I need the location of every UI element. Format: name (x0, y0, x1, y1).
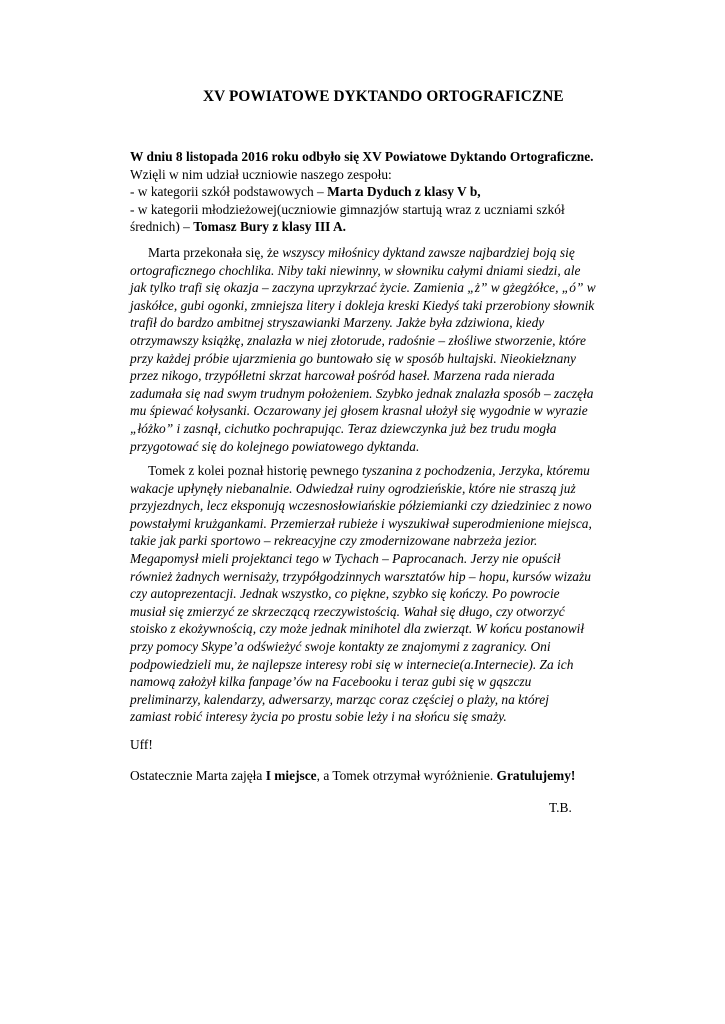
paragraph-line: przez nikogo, trzypółletni skrzat harcował pośród haseł. Marzena rada nierada (130, 368, 555, 384)
paragraph-line: otrzymawszy książkę, znalazła w niej złotorude, radośnie – złośliwe stworzenie, które (130, 332, 586, 348)
paragraph-text: Marta przekonała się, że (148, 245, 283, 260)
participant-marta: Marta Dyduch z klasy V b, (327, 184, 481, 200)
paragraph-line: namową założył kilka fanpage’ów na Facebooku i teraz gubi się w gąszczu (130, 674, 532, 690)
intro-line: - w kategorii młodzieżowej(uczniowie gimnazjów startują wraz z uczniami szkół (130, 201, 565, 217)
participant-tomasz: Tomasz Bury z klasy III A. (193, 219, 347, 235)
intro-line: Wzięli w nim udział uczniowie naszego zespołu: (130, 166, 392, 182)
paragraph-line: jaskółce, gubi ogonki, zmniejsza litery i dokleja kreski Kiedyś taki przerobiony słownik (130, 297, 595, 313)
paragraph-line: jak tylko trafi się okazja – zaczyna uprzykrzać życie. Zamienia „ż” w gżegżółce, „ó” w (130, 280, 596, 296)
paragraph-line: trafił do bardzo ambitnej stryszawianki Marzeny. Jakże była zdziwiona, kiedy (130, 315, 545, 331)
uff-line (130, 736, 616, 754)
tomek-paragraph (130, 462, 616, 726)
paragraph-line: Megapomysł mieli projektanci tego w Tychach – Paprocanach. Jerzy nie opuścił (130, 550, 561, 566)
paragraph-italic-text: tyszanina z pochodzenia, Jerzyka, któremu (362, 463, 590, 478)
document-title: XV POWIATOWE DYKTANDO ORTOGRAFICZNE (203, 88, 564, 105)
paragraph-line: zadumała się nad swym trudnym położeniem. Szybko jednak znalazła sposób – zaczęła (130, 385, 594, 401)
paragraph-line: również żadnych wernisaży, trzypółgodzinnych warsztatów hip – hopu, kursów wizażu (130, 568, 591, 584)
closing-text-line (130, 767, 616, 785)
paragraph-line: takie jak parki sportowo – rekreacyjne czy zmodernizowane nabrzeża jezior. (130, 533, 538, 549)
paragraph-line (130, 462, 616, 480)
first-place-text: I miejsce (265, 768, 317, 783)
paragraph-line: powstałymi krużgankami. Przemierzał rubieże i wyszukiwał superodmienione miejsca, (130, 515, 592, 531)
paragraph-line (130, 244, 616, 262)
closing-line (130, 767, 616, 785)
closing-text: Ostatecznie Marta zajęła (130, 768, 266, 783)
paragraph-line: wakacje upłynęły niebanalnie. Odwiedzał ruiny ogrodzieńskie, które nie straszą już (130, 480, 576, 496)
paragraph-line: czy autoprezentacji. Jednak wszystko, co piękne, szybko się kończy. Po powrocie (130, 586, 560, 602)
paragraph-line: zamiast robić interesy życia po prostu sobie leży i na słońcu się smaży. (130, 709, 507, 725)
paragraph-italic-text: wszyscy miłośnicy dyktand zawsze najbardziej boją się (282, 245, 575, 260)
uff-text: Uff! (130, 737, 153, 752)
paragraph-line: przyjezdnych, lecz eksponują wczesnosłowiańskie półziemianki czy dziedziniec z nowo (130, 498, 592, 514)
signature: T.B. (549, 800, 572, 815)
congratulations-text: Gratulujemy! (496, 768, 576, 783)
marta-paragraph (130, 244, 616, 455)
intro-text: średnich) – (130, 219, 194, 235)
intro-line: W dniu 8 listopada 2016 roku odbyło się XV Powiatowe Dyktando Ortograficzne. (130, 149, 594, 164)
intro-line (130, 183, 616, 201)
paragraph-line: przygotować się do kolejnego powiatowego dyktanda. (130, 438, 420, 454)
closing-text: , a Tomek otrzymał wyróżnienie. (316, 768, 497, 783)
paragraph-line: przy każdej próbie ujarzmienia go buntowało się w sposób hultajski. Nieokiełznany (130, 350, 576, 366)
paragraph-line: przy pomocy Skype’a odświeżyć swoje kontakty ze znajomymi z zagranicy. Oni (130, 638, 551, 654)
paragraph-line: stoisko z ekożywnością, czy może jednak minihotel dla zwierząt. W końcu postanowił (130, 621, 585, 637)
paragraph-line: podpowiedzieli mu, że najlepsze interesy robi się w internecie(a.Internecie). Za ich (130, 656, 574, 672)
intro-line (130, 218, 616, 236)
paragraph-line: musiał się zmierzyć ze skrzeczącą rzeczywistością. Wahał się długo, czy otworzyć (130, 603, 565, 619)
paragraph-line: ortograficznego chochlika. Niby taki niewinny, w słowniku całymi dniami siedzi, ale (130, 262, 581, 278)
paragraph-text: Tomek z kolei poznał historię pewnego (148, 463, 362, 478)
paragraph-line: mu śpiewać kołysanki. Oczarowany jej głosem krasnal ułożył się wygodnie w wyrazie (130, 403, 588, 419)
intro-text: - w kategorii szkół podstawowych – (130, 184, 328, 200)
paragraph-line: „łóżko” i zasnął, cichutko pochrapując. Teraz dziewczynka już bez trudu mogła (130, 420, 557, 436)
paragraph-line: preliminarzy, kalendarzy, adwersarzy, marząc coraz częściej o plaży, na której (130, 691, 549, 707)
intro-paragraph (130, 148, 616, 236)
